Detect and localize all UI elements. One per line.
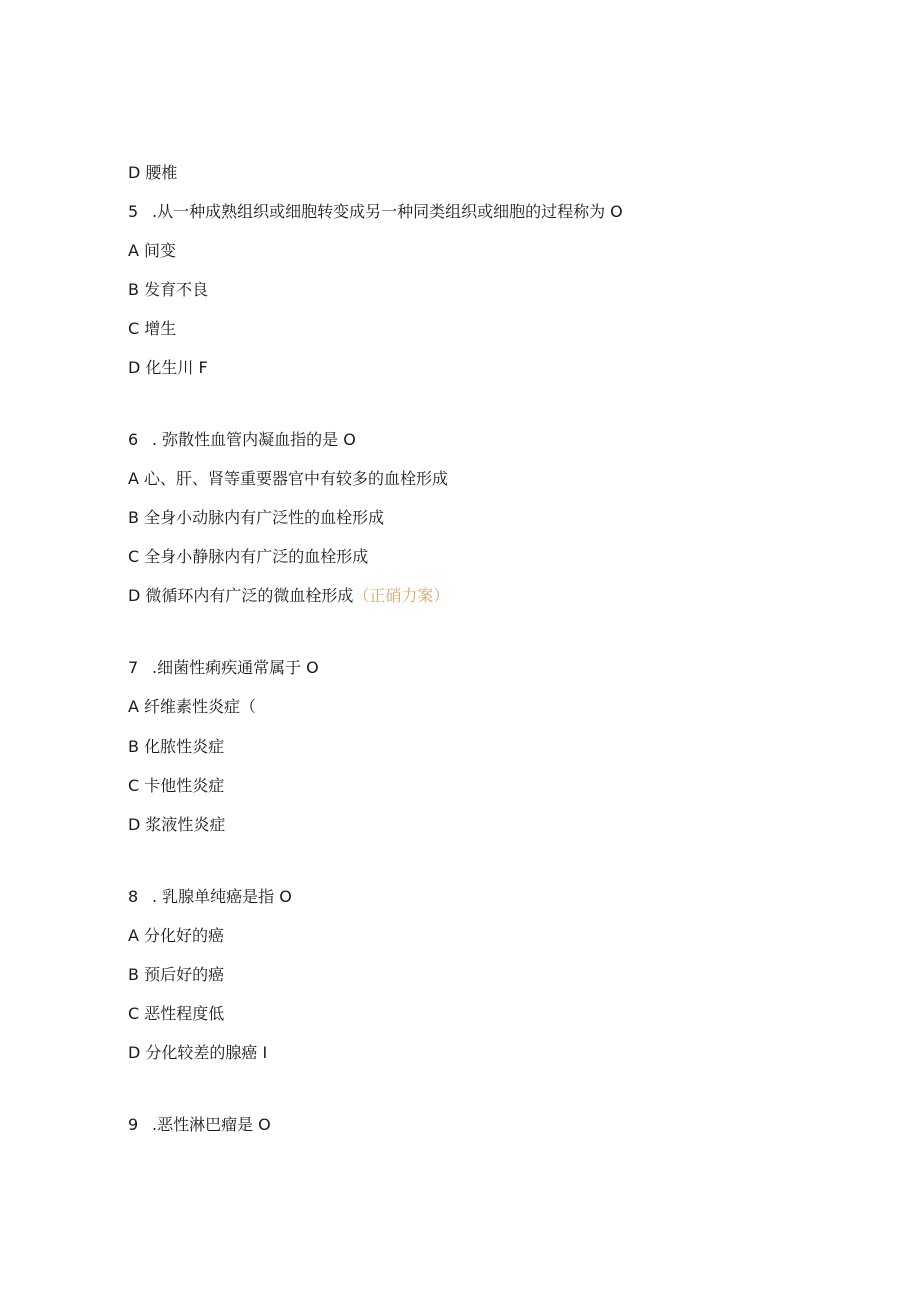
question-number: 5 <box>128 202 139 221</box>
question-text: . 弥散性血管内凝血指的是 O <box>152 430 356 449</box>
option-6b: B 全身小动脉内有广泛性的血栓形成 <box>128 508 385 527</box>
question-text: .恶性淋巴瘤是 O <box>152 1115 271 1134</box>
question-5 <box>128 202 623 222</box>
option-5d: D 化生川 F <box>128 358 208 377</box>
option-8b: B 预后好的癌 <box>128 965 225 984</box>
question-text: .细菌性痢疾通常属于 O <box>152 658 319 677</box>
option-8d: D 分化较差的腺癌 I <box>128 1043 268 1062</box>
option-6d <box>128 586 449 606</box>
option-7d: D 浆液性炎症 <box>128 815 226 834</box>
option-7a: A 纤维素性炎症（ <box>128 697 257 716</box>
option-6a: A 心、肝、肾等重要器官中有较多的血栓形成 <box>128 469 449 488</box>
question-number: 6 <box>128 430 139 449</box>
question-9 <box>128 1115 271 1135</box>
option-7b: B 化脓性炎症 <box>128 737 225 756</box>
option-5c: C 增生 <box>128 319 177 338</box>
question-number: 9 <box>128 1115 139 1134</box>
option-6c: C 全身小静脉内有广泛的血栓形成 <box>128 547 369 566</box>
question-6 <box>128 430 356 450</box>
question-7 <box>128 658 319 678</box>
question-8 <box>128 887 292 907</box>
option-5a: A 间变 <box>128 241 177 260</box>
question-number: 7 <box>128 658 139 677</box>
option-text: D 微循环内有广泛的微血栓形成 <box>128 586 354 605</box>
option-7c: C 卡他性炎症 <box>128 776 225 795</box>
option-8c: C 恶性程度低 <box>128 1004 225 1023</box>
option-5b: B 发育不良 <box>128 280 209 299</box>
answer-hint: （正硝力案） <box>353 586 450 605</box>
option-8a: A 分化好的癌 <box>128 926 225 945</box>
question-text: . 乳腺单纯癌是指 O <box>152 887 292 906</box>
question-text: .从一种成熟组织或细胞转变成另一种同类组织或细胞的过程称为 O <box>152 202 623 221</box>
question-number: 8 <box>128 887 139 906</box>
option-4d: D 腰椎 <box>128 163 178 182</box>
